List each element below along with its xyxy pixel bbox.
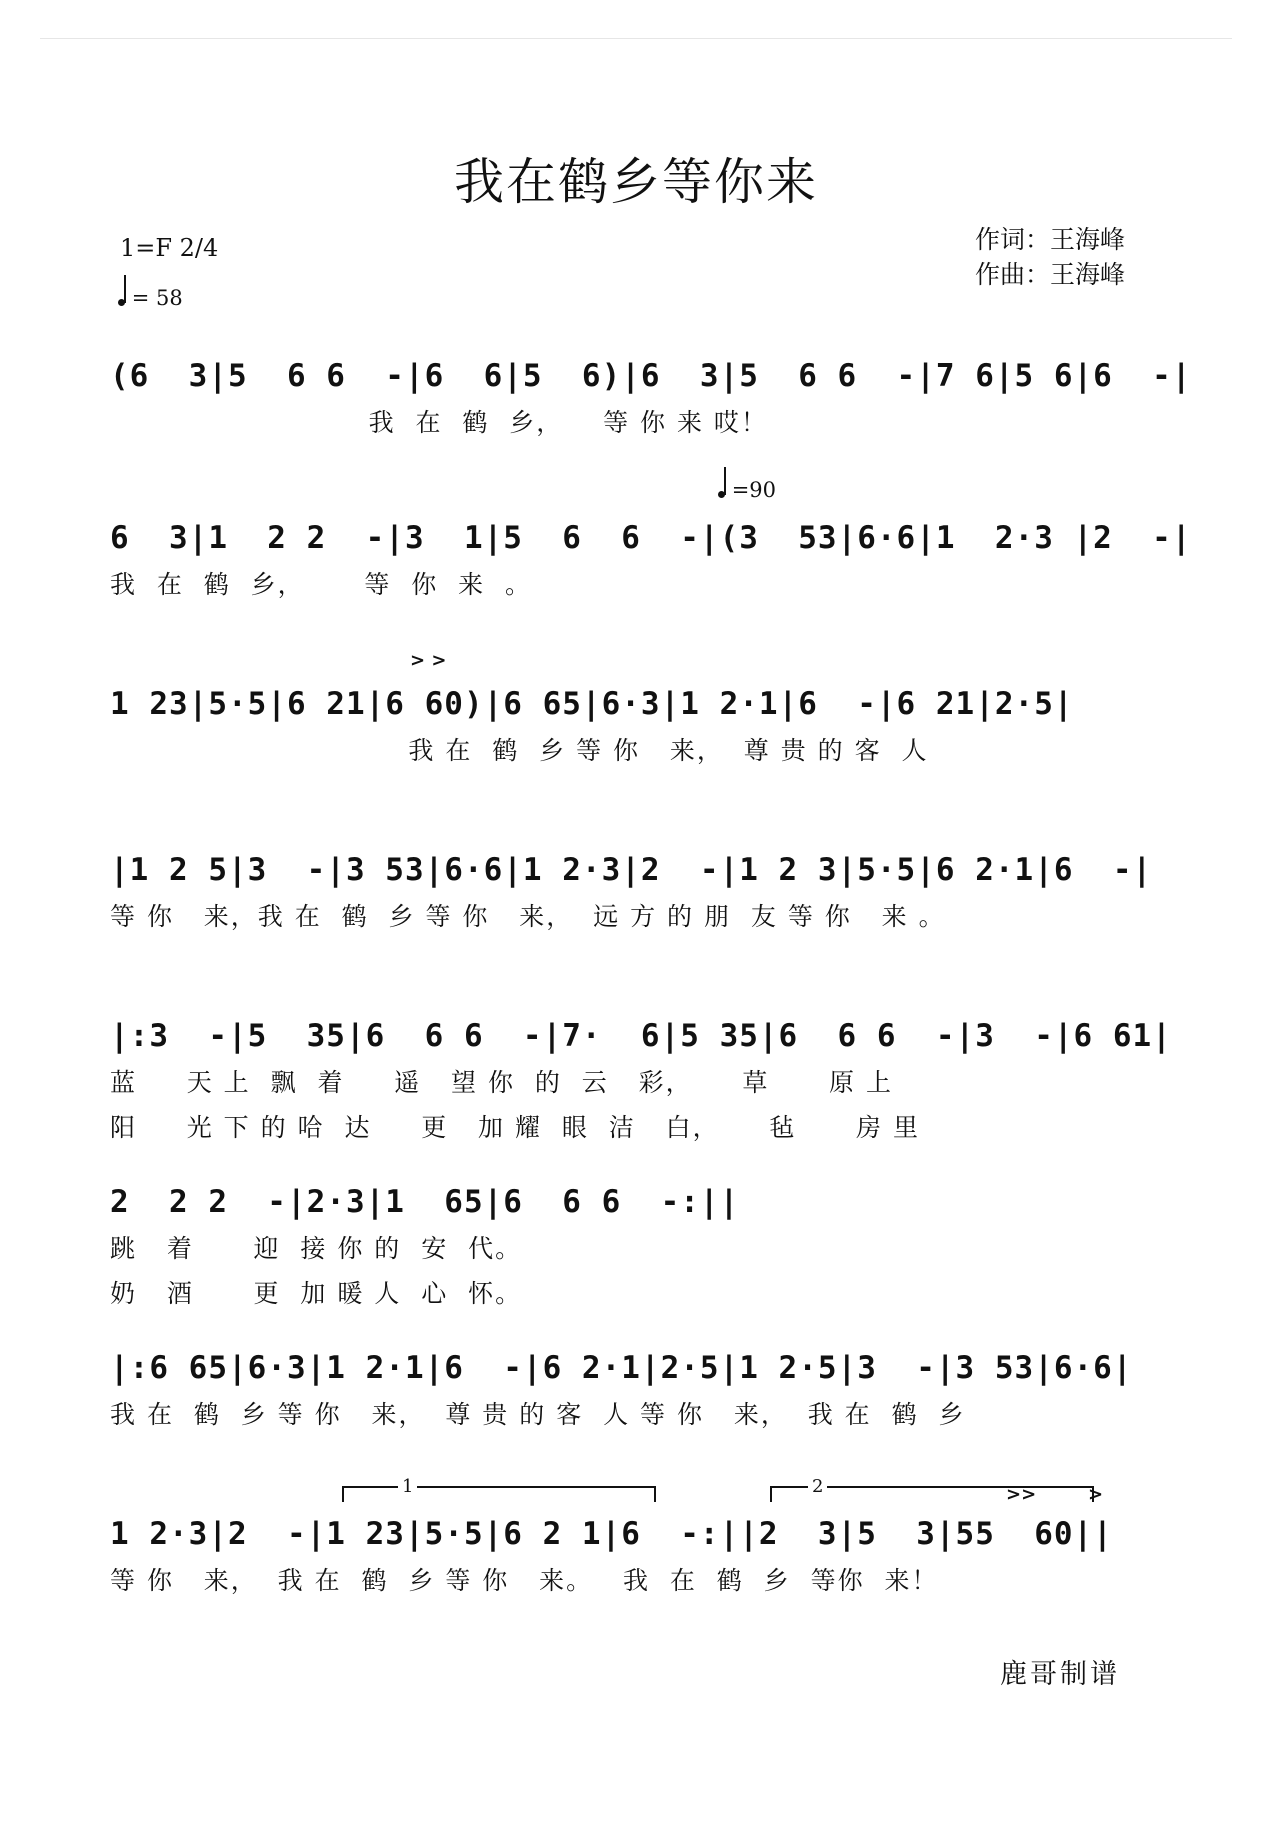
staff-lyrics: 等 你 来，我 在 鹤 乡 等 你 来， 远 方 的 朋 友 等 你 来 。 (110, 902, 946, 931)
staff-notes: |:6 65|6·3|1 2·1|6 -|6 2·1|2·5|1 2·5|3 -|3 53|6·6| (110, 1350, 1133, 1386)
top-border (40, 38, 1232, 39)
staff-lyrics-verse-1: 蓝 天 上 飘 着 遥 望 你 的 云 彩， 草 原 上 (110, 1068, 893, 1097)
volta-1-label: 1 (398, 1476, 417, 1497)
staff-5 (110, 1014, 1172, 1144)
quarter-note-icon (718, 491, 725, 498)
staff-lyrics-verse-1: 跳 着 迎 接 你 的 安 代。 (110, 1234, 523, 1263)
staff-notes: |1 2 5|3 -|3 53|6·6|1 2·3|2 -|1 2 3|5·5|6 2·1|6 -| (110, 852, 1153, 888)
key-time-signature: 1=F 2/4 (120, 234, 219, 262)
staff-lyrics: 我 在 鹤 乡 等 你 来， 尊 贵 的 客 人 (110, 736, 929, 765)
accent-mark-icon: >> (1006, 1484, 1037, 1505)
staff-lyrics-verse-2: 奶 酒 更 加 暖 人 心 怀。 (110, 1279, 523, 1308)
transcriber-signature: 鹿哥制谱 (1000, 1659, 1120, 1690)
tempo-change (718, 478, 776, 502)
staff-notes: 6 3|1 2 2 -|3 1|5 6 6 -|(3 53|6·6|1 2·3 |2 -| (110, 520, 1192, 556)
lyricist: 作词：王海峰 (975, 225, 1126, 254)
staff-7 (110, 1346, 1150, 1446)
staff-lyrics-verse-2: 阳 光 下 的 哈 达 更 加 耀 眼 洁 白， 毡 房 里 (110, 1113, 920, 1142)
staff-lyrics: 我 在 鹤 乡， 等 你 来 。 (110, 570, 533, 599)
staff-notes: (6 3|5 6 6 -|6 6|5 6)|6 3|5 6 6 -|7 6|5 6|6 -| (110, 358, 1192, 394)
staff-notes: 2 2 2 -|2·3|1 65|6 6 6 -:|| (110, 1184, 740, 1220)
staff-notes: 1 23|5·5|6 21|6 60)|6 65|6·3|1 2·1|6 -|6 21|2·5| (110, 686, 1074, 722)
credits (975, 222, 1125, 292)
tempo-change-value: =90 (731, 478, 777, 502)
staff-lyrics: 我 在 鹤 乡 等 你 来， 尊 贵 的 客 人 等 你 来， 我 在 鹤 乡 (110, 1400, 966, 1429)
quarter-note-icon (118, 299, 125, 306)
staff-notes: 1 2·3|2 -|1 23|5·5|6 2 1|6 -:||2 3|5 3|55 60|| (110, 1516, 1113, 1552)
staff-3 (110, 682, 1150, 782)
song-title: 我在鹤乡等你来 (454, 153, 818, 211)
staff-2 (110, 516, 1192, 616)
tempo-initial (118, 286, 183, 310)
composer: 作曲：王海峰 (975, 260, 1126, 289)
staff-4 (110, 848, 1153, 948)
staff-notes: |:3 -|5 35|6 6 6 -|7· 6|5 35|6 6 6 -|3 -|6 61| (110, 1018, 1172, 1054)
staff-lyrics: 我 在 鹤 乡， 等 你 来 哎！ (110, 408, 768, 437)
staff-1 (110, 354, 1192, 454)
tempo-initial-value: = 58 (131, 286, 183, 310)
staff-lyrics: 等 你 来， 我 在 鹤 乡 等 你 来。 我 在 鹤 乡 等你 来！ (110, 1566, 939, 1595)
accent-mark-icon: > (1088, 1484, 1104, 1505)
volta-bracket-2 (770, 1476, 1094, 1502)
staff-6 (110, 1180, 1150, 1310)
volta-bracket-1 (342, 1476, 656, 1502)
accent-mark-icon: > > (410, 650, 447, 671)
staff-8 (110, 1512, 1150, 1612)
volta-2-label: 2 (808, 1476, 827, 1497)
